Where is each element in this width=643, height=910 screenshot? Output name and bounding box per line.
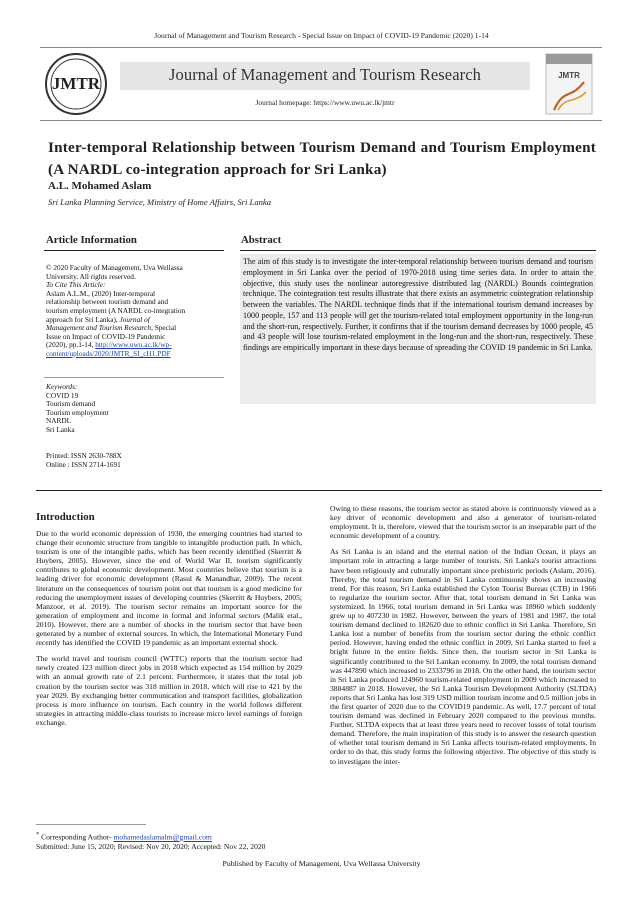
journal-logo <box>44 52 108 116</box>
citation-line: (2020), pp.1-14, http://www.uwu.ac.lk/wp- <box>46 340 172 350</box>
keyword-item: NARDL <box>46 416 72 426</box>
journal-logo-text: JMTR <box>51 74 101 93</box>
abstract-rule <box>240 250 596 251</box>
body-paragraph: As Sri Lanka is an island and the eternal nation of the Indian Ocean, it plays an important role in attracting a large number of tourists. Sri Lanka's tourist attractions have been religiously and culturally important since prehistoric periods (Aslam, 2016). Thereby, the total tourism demand in Sri Lanka continuously shows an increasing trend. For this reason, Sri Lanka established the Cylon Tourist Bureau (CTB) in 1966 to regularize the tourism sector. After that, total tourism demand in Sri Lanka was systemized. In 1966, total tourism demand in Sri Lanka was 18960 which suddenly grew up to 407230 in 1982. However, between the years of 1981 and 1987, the total tourism demand declined to 182620 due to ethnic conflict in Sri Lanka. Therefore, Sri Lanka lost a number of benefits from the tourism sector during the ethnic conflict period. However, having ended the ethnic conflict in 2009, Sri Lanka started to feel a bright future in the entire fields. Since then, the tourism sector in Sri Lanka is significantly contributed to the Sri Lankan economy. In 2009, the total tourism demand was 447890 which increased to 2333796 in 2018. On the other hand, the tourism sector in Sri Lanka produced 124960 tourism-related employment in 2009 which increased to 3884887 in 2018. However, the Sri Lanka Tourism Development Authority (SLTDA) reports that Sri Lanka has lost 319 USD million tourism income and 0.5 million jobs in the first quarter of 2020 due to the COVID19 pandemic. As well, 17.7 percent of total tourism demand was declined in February 2020 compared to the previous months. Further, SLTDA expects that at least three years need to recover losses of total tourism demand. Therefore, the main inspiration of this study is to answer the research question of whether total tourism demand in Sri Lanka affects tourism-related employments. In order to do that, this study forms the following objective. The objective of this study is to investigate the inter- <box>330 547 596 766</box>
article-info-rule <box>44 250 224 251</box>
body-column-right <box>330 504 596 773</box>
introduction-heading: Introduction <box>36 511 95 523</box>
journal-masthead <box>40 47 602 121</box>
cover-thumbnail-text: JMTR <box>558 71 580 80</box>
citation-line: Management and Tourism Research, Special <box>46 323 177 333</box>
page-footer: Published by Faculty of Management, Uva Wellassa University <box>222 859 421 868</box>
cite-label: To Cite This Article: <box>46 280 106 290</box>
keywords-label: Keywords: <box>46 382 78 391</box>
citation-line: tourism employment (A NARDL co-integration <box>46 305 186 315</box>
footnote <box>36 830 336 851</box>
journal-title: Journal of Management and Tourism Research <box>168 65 482 84</box>
article-url-link[interactable]: http://www.uwu.ac.lk/wp- <box>95 340 172 350</box>
article-info-heading: Article Information <box>46 234 137 246</box>
keyword-item: COVID 19 <box>46 390 79 400</box>
body-paragraph: The world travel and tourism council (WTTC) reports that the tourism sector had newly created 123 million direct jobs in 2018 which expected as 154 million by 2029 with an annual growth rate of 2.1 percent. Furthermore, it states that the total job creation by the tourism sector was 318 million in 2018, which will rise to 421 by the year 2029. By exchanging better communication and transport facilities, globalization process is more influence on tourism. Each country in the world follows different strategies in attracting middle-class tourists to increase micro level earnings of foreign exchange. <box>36 654 302 727</box>
keyword-item: Sri Lanka <box>46 424 75 434</box>
corresponding-author-line: * Corresponding Author- mohamedaslamalm@gmail.com <box>36 831 212 842</box>
citation-line: approach for Sri Lanka), Journal of <box>46 314 150 324</box>
journal-cover-thumbnail <box>540 52 598 116</box>
section-divider <box>36 490 602 491</box>
abstract-heading: Abstract <box>241 234 282 246</box>
article-title: Inter-temporal Relationship between Tourism Demand and Tourism Employment (A NARDL co-integration approach for Sri Lanka) <box>48 139 596 178</box>
issn-print: Printed: ISSN 2630-788X <box>46 451 122 460</box>
author-affiliation: Sri Lanka Planning Service, Ministry of Home Affairs, Sri Lanka <box>48 197 272 207</box>
running-head: Journal of Management and Tourism Research - Special Issue on Impact of COVID-19 Pandemic (2020) 1-14 <box>154 31 489 40</box>
body-paragraph: Due to the world economic depression of 1930, the emerging countries had started to change their economic structure from tangible to intangible production path. In which, tourism is one of the intangible paths, which has been recently identified (Skerritt & Huybers, 2005). However, since the end of World War II, tourism significantly contributes to global economic development. Most countries believe that tourism is a leading driver for economic development (Rasul & Manandhar, 2009). The recent literature on the consequences of tourism point out that tourism is a good medicine for reducing the unemployment issues of developing countries (Skerritt & Huybers, 2005; Manzoor, et al. 2019). The tourism sector remains an important source for the generation of employment and income in formal and informal sectors (Malik etal., 2010). However, there are a number of shocks in the tourism sector that have been generated by a number of external sources. In which, the International Monetary Fund recently has identified the COVID 19 pandemic as an important external shock. <box>36 529 302 648</box>
citation-divider <box>44 377 224 378</box>
citation-line: Issue on Impact of COVID-19 Pandemic <box>46 331 166 341</box>
keyword-item: Tourism demand <box>46 399 96 409</box>
submission-dates: Submitted: June 15, 2020; Revised: Nov 20, 2020; Accepted: Nov 22, 2020 <box>36 841 266 851</box>
keyword-item: Tourism employment <box>46 407 109 417</box>
citation-line: Aslam A.L.M., (2020) Inter-temporal <box>46 288 156 298</box>
abstract-text: The aim of this study is to investigate the inter-temporal relationship between tourism demand and tourism employment in Sri Lanka over the period of 1970-2018 using time series data. In order to attain the objective, this study uses the nonlinear autoregressive distributed lag (NARDL) Bounds cointegration technique. The cointegration test results illustrate that there exists an asymmetric cointegration relationship between the variables. The NARDL technique finds that if the international tourism demand increases by 1000 people, 157 and 113 people will get the tourism-related total employment opportunity in the long-run and the short-run, respectively. Further, it confirms that if the tourism demand decreases by 1000 people, 45 and 43 people will lose tourism-related employment in the long-run and the short-run, respectively. These findings are empirically important in these days because of spreading the COVID 19 pandemic in Sri Lanka. <box>243 257 593 352</box>
author-email-link[interactable]: mohamedaslamalm@gmail.com <box>113 832 212 842</box>
article-url-link-continued[interactable]: content/uploads/2020/JMTR_SI_cH1.PDF <box>46 348 171 358</box>
article-info-citation <box>46 264 224 359</box>
keywords-block <box>46 383 224 435</box>
issn-block <box>46 452 224 469</box>
journal-title-band <box>120 62 530 90</box>
body-paragraph: Owing to these reasons, the tourism sector as stated above is continuously viewed as a key driver of economic development and also a generator of tourism-related employment. It is, therefore, viewed that the tourism sector is an inseparable part of the economic development of a country. <box>330 504 596 541</box>
copyright-line: University. All rights reserved. <box>46 271 136 281</box>
copyright-line: © 2020 Faculty of Management, Uva Wellassa <box>46 263 183 272</box>
abstract-box <box>240 254 596 404</box>
body-column-left <box>36 529 302 734</box>
footnote-rule <box>36 824 146 825</box>
journal-homepage: Journal homepage: https://www.uwu.ac.lk/jmtr <box>255 98 395 107</box>
citation-line: relationship between tourism demand and <box>46 297 168 307</box>
issn-online: Online : ISSN 2714-1691 <box>46 459 121 469</box>
article-author: A.L. Mohamed Aslam <box>48 180 152 192</box>
